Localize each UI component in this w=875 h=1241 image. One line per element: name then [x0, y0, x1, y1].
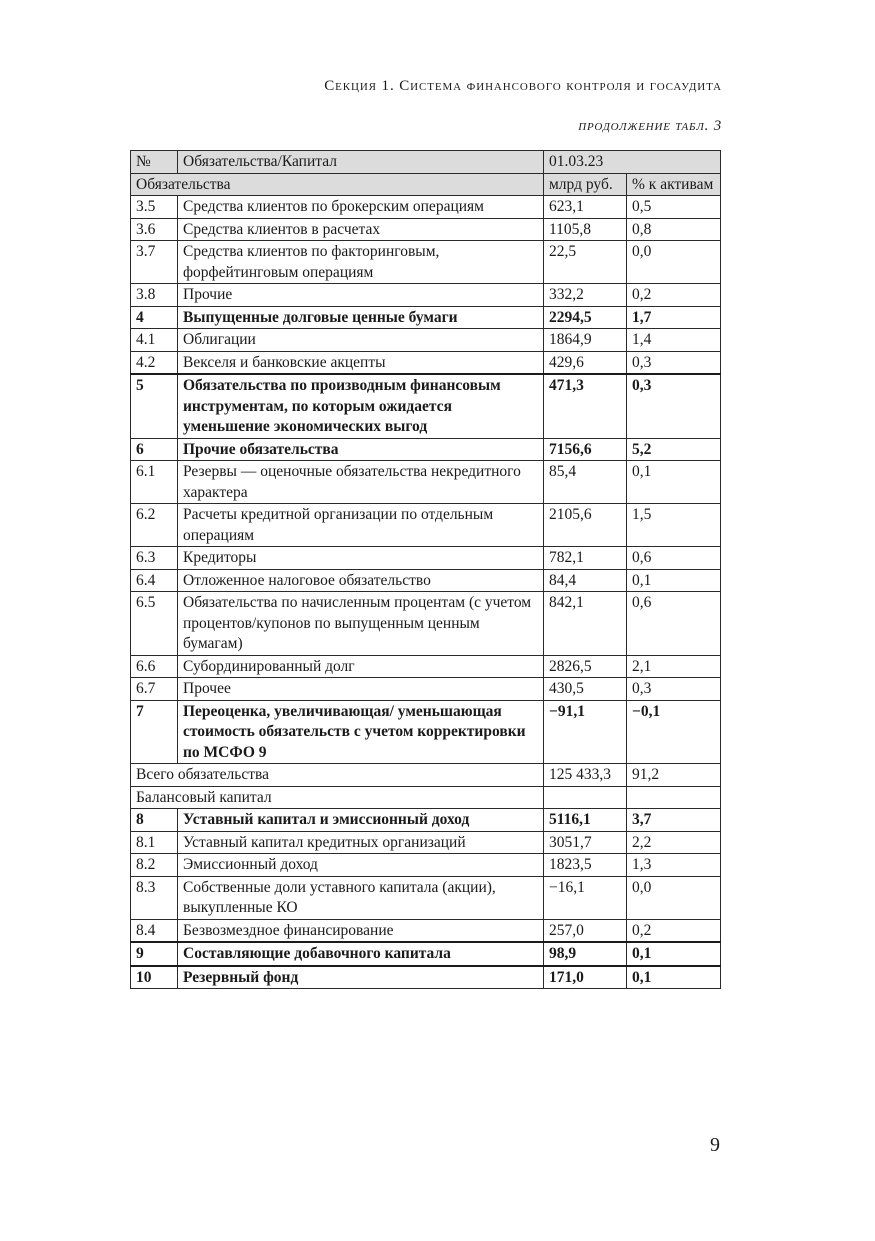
value-pct-assets: 3,7 — [627, 809, 721, 832]
running-head: Секция 1. Система финансового контроля и госаудита — [324, 78, 722, 94]
row-number: 6.6 — [131, 655, 178, 678]
row-label: Средства клиентов по брокерским операциям — [178, 196, 544, 219]
table-row — [131, 569, 721, 592]
table-row — [131, 504, 721, 547]
value-pct-assets: 0,6 — [627, 592, 721, 656]
value-pct-assets: 5,2 — [627, 438, 721, 461]
row-number: 6 — [131, 438, 178, 461]
value-bln-rub: 257,0 — [544, 919, 627, 942]
row-label: Резервный фонд — [178, 966, 544, 989]
row-label: Отложенное налоговое обязательство — [178, 569, 544, 592]
value-pct-assets: −0,1 — [627, 700, 721, 764]
value-bln-rub: 171,0 — [544, 966, 627, 989]
header-name: Обязательства/Капитал — [178, 151, 544, 174]
table-row — [131, 438, 721, 461]
value-bln-rub: 5116,1 — [544, 809, 627, 832]
value-pct-assets — [627, 786, 721, 809]
row-label: Прочие — [178, 284, 544, 307]
table-row — [131, 678, 721, 701]
header-unit-a: млрд руб. — [544, 173, 627, 196]
row-number: 4.1 — [131, 329, 178, 352]
row-number: 8.4 — [131, 919, 178, 942]
value-bln-rub: 2826,5 — [544, 655, 627, 678]
row-label: Субординированный долг — [178, 655, 544, 678]
value-bln-rub: 842,1 — [544, 592, 627, 656]
row-label: Облигации — [178, 329, 544, 352]
value-bln-rub: 7156,6 — [544, 438, 627, 461]
table-row — [131, 547, 721, 570]
table-caption: продолжение табл. 3 — [578, 118, 722, 134]
table-row — [131, 284, 721, 307]
table-row — [131, 351, 721, 374]
table-row — [131, 854, 721, 877]
value-bln-rub: 430,5 — [544, 678, 627, 701]
row-label: Эмиссионный доход — [178, 854, 544, 877]
row-number: 6.5 — [131, 592, 178, 656]
total-label: Балансовый капитал — [131, 786, 544, 809]
table-row — [131, 655, 721, 678]
row-number: 6.1 — [131, 461, 178, 504]
row-number: 8.3 — [131, 876, 178, 919]
table-row — [131, 329, 721, 352]
value-pct-assets: 0,8 — [627, 218, 721, 241]
value-pct-assets: 0,5 — [627, 196, 721, 219]
row-number: 3.6 — [131, 218, 178, 241]
value-pct-assets: 0,3 — [627, 374, 721, 438]
value-bln-rub: 98,9 — [544, 942, 627, 966]
value-bln-rub: 22,5 — [544, 241, 627, 284]
table-row — [131, 241, 721, 284]
liabilities-capital-table — [130, 150, 721, 989]
row-label: Безвозмездное финансирование — [178, 919, 544, 942]
value-bln-rub: 3051,7 — [544, 831, 627, 854]
value-pct-assets: 0,1 — [627, 966, 721, 989]
value-bln-rub: 84,4 — [544, 569, 627, 592]
value-pct-assets: 0,2 — [627, 919, 721, 942]
value-bln-rub: 125 433,3 — [544, 764, 627, 787]
table-row — [131, 218, 721, 241]
table-row — [131, 831, 721, 854]
value-bln-rub: 623,1 — [544, 196, 627, 219]
row-number: 4 — [131, 306, 178, 329]
row-label: Расчеты кредитной организации по отдельным операциям — [178, 504, 544, 547]
value-pct-assets: 2,2 — [627, 831, 721, 854]
row-number: 4.2 — [131, 351, 178, 374]
value-pct-assets: 0,2 — [627, 284, 721, 307]
table-header-row — [131, 151, 721, 174]
row-label: Кредиторы — [178, 547, 544, 570]
value-bln-rub: 2294,5 — [544, 306, 627, 329]
row-number: 6.3 — [131, 547, 178, 570]
table-row — [131, 786, 721, 809]
table-row — [131, 700, 721, 764]
row-number: 8.2 — [131, 854, 178, 877]
row-label: Средства клиентов по факторинговым, форфейтинговым операциям — [178, 241, 544, 284]
row-label: Собственные доли уставного капитала (акции), выкупленные КО — [178, 876, 544, 919]
row-label: Выпущенные долговые ценные бумаги — [178, 306, 544, 329]
table-row — [131, 592, 721, 656]
row-label: Переоценка, увеличивающая/ уменьшающая стоимость обязательств с учетом корректировки по МСФО 9 — [178, 700, 544, 764]
value-bln-rub: 1105,8 — [544, 218, 627, 241]
table-row — [131, 966, 721, 989]
value-bln-rub: 1823,5 — [544, 854, 627, 877]
row-label: Уставный капитал кредитных организаций — [178, 831, 544, 854]
value-bln-rub: 471,3 — [544, 374, 627, 438]
table-row — [131, 306, 721, 329]
row-number: 3.8 — [131, 284, 178, 307]
row-number: 6.4 — [131, 569, 178, 592]
row-label: Прочие обязательства — [178, 438, 544, 461]
page-number: 9 — [710, 1134, 720, 1156]
row-label: Средства клиентов в расчетах — [178, 218, 544, 241]
header-date: 01.03.23 — [544, 151, 721, 174]
row-label: Обязательства по производным финансовым инструментам, по которым ожидается уменьшение экономических выгод — [178, 374, 544, 438]
row-label: Резервы — оценочные обязательства некредитного характера — [178, 461, 544, 504]
row-label: Прочее — [178, 678, 544, 701]
table-row — [131, 764, 721, 787]
row-label: Векселя и банковские акцепты — [178, 351, 544, 374]
row-number: 10 — [131, 966, 178, 989]
value-pct-assets: 1,4 — [627, 329, 721, 352]
value-pct-assets: 0,1 — [627, 461, 721, 504]
value-pct-assets: 1,3 — [627, 854, 721, 877]
table-subheader-row — [131, 173, 721, 196]
value-pct-assets: 0,3 — [627, 351, 721, 374]
value-pct-assets: 0,1 — [627, 569, 721, 592]
table-row — [131, 942, 721, 966]
table-row — [131, 809, 721, 832]
table-row — [131, 919, 721, 942]
value-bln-rub: 429,6 — [544, 351, 627, 374]
value-bln-rub: −16,1 — [544, 876, 627, 919]
row-number: 8 — [131, 809, 178, 832]
value-bln-rub: −91,1 — [544, 700, 627, 764]
row-label: Составляющие добавочного капитала — [178, 942, 544, 966]
row-number: 3.5 — [131, 196, 178, 219]
table-row — [131, 461, 721, 504]
value-bln-rub: 85,4 — [544, 461, 627, 504]
row-number: 7 — [131, 700, 178, 764]
table-row — [131, 196, 721, 219]
value-pct-assets: 0,6 — [627, 547, 721, 570]
row-number: 6.7 — [131, 678, 178, 701]
value-pct-assets: 91,2 — [627, 764, 721, 787]
value-bln-rub: 332,2 — [544, 284, 627, 307]
value-pct-assets: 1,7 — [627, 306, 721, 329]
row-number: 6.2 — [131, 504, 178, 547]
value-bln-rub: 1864,9 — [544, 329, 627, 352]
header-section: Обязательства — [131, 173, 544, 196]
value-pct-assets: 0,0 — [627, 241, 721, 284]
header-unit-b: % к активам — [627, 173, 721, 196]
row-number: 9 — [131, 942, 178, 966]
header-num: № — [131, 151, 178, 174]
table-row — [131, 374, 721, 438]
row-number: 8.1 — [131, 831, 178, 854]
row-label: Обязательства по начисленным процентам (с учетом процентов/купонов по выпущенным ценным бумагам) — [178, 592, 544, 656]
value-pct-assets: 2,1 — [627, 655, 721, 678]
value-pct-assets: 0,1 — [627, 942, 721, 966]
total-label: Всего обязательства — [131, 764, 544, 787]
value-pct-assets: 1,5 — [627, 504, 721, 547]
value-bln-rub: 2105,6 — [544, 504, 627, 547]
row-number: 5 — [131, 374, 178, 438]
row-label: Уставный капитал и эмиссионный доход — [178, 809, 544, 832]
value-bln-rub — [544, 786, 627, 809]
value-pct-assets: 0,3 — [627, 678, 721, 701]
value-pct-assets: 0,0 — [627, 876, 721, 919]
table-row — [131, 876, 721, 919]
value-bln-rub: 782,1 — [544, 547, 627, 570]
row-number: 3.7 — [131, 241, 178, 284]
